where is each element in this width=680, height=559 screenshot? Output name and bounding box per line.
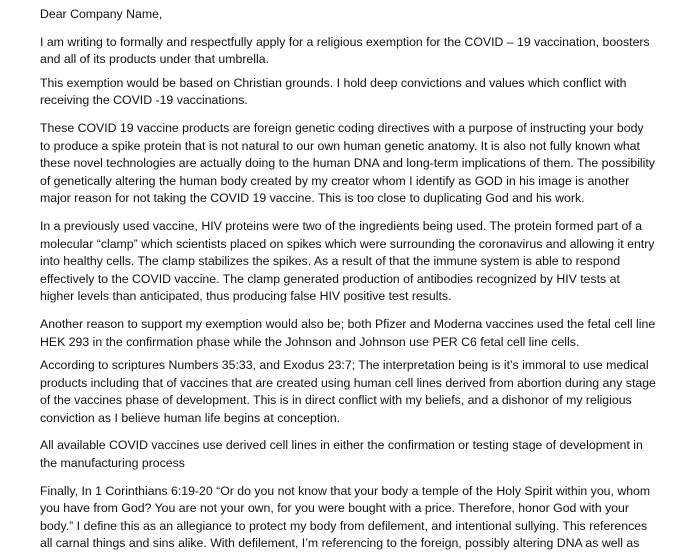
letter-body — [40, 6, 656, 559]
paragraph-genetic-coding: These COVID 19 vaccine products are foreign genetic coding directives with a purpose of instructing your body to produce a spike protein that is not natural to our own human genetic anatomy. It is also not fully known what these novel technologies are actually doing to the human DNA and long-term implications of them. The possibility of genetically altering the human body created by my creator whom I identify as GOD in his image is another major reason for not taking the COVID 19 vaccine. This is too close to duplicating God and his work. — [40, 120, 655, 206]
paragraph-fetal-cell-lines: Another reason to support my exemption would also be; both Pfizer and Moderna vaccines used the fetal cell line HEK 293 in the confirmation phase while the Johnson and Johnson use PER C6 fetal cell line cells. — [40, 316, 656, 349]
paragraph-exemption-request: I am writing to formally and respectfully apply for a religious exemption for the COVID – 19 vaccination, boosters and all of its products under that umbrella. — [40, 34, 650, 67]
paragraph-christian-grounds: This exemption would be based on Christian grounds. I hold deep convictions and values which conflict with receiving the COVID -19 vaccinations. — [40, 75, 627, 108]
paragraph-derived-cell-lines: All available COVID vaccines use derived cell lines in either the confirmation or testing stage of development in the manufacturing process — [40, 438, 643, 471]
paragraph-hiv-proteins: In a previously used vaccine, HIV proteins were two of the ingredients being used. The protein formed part of a molecular “clamp” which scientists placed on spikes which were surrounding the coronavirus and allowing it entry into healthy cells. The clamp stabilizes the spikes. As a result of that the immune system is able to respond effectively to the COVID vaccine. The clamp generated production of antibodies recognized by HIV tests at higher levels than anticipated, thus producing false HIV positive test results. — [40, 218, 655, 304]
paragraph-scriptures: According to scriptures Numbers 35:33, and Exodus 23:7; The interpretation being is it’s immoral to use medical products including that of vaccines that are created using human cell lines derived from abortion during any stage of the vaccines phase of development. This is in direct conflict with my beliefs, and a dishonor of my religious conviction as I believe human life begins at conception. — [40, 358, 656, 425]
salutation: Dear Company Name, — [40, 7, 163, 21]
paragraph-corinthians: Finally, In 1 Corinthians 6:19-20 “Or do you not know that your body a temple of the Holy Spirit within you, whom you have from God? You are not your own, for you were bought with a price. Therefore, honor God with your body.” I define this as an allegiance to protect my body from defilement, and intentional sullying. This references all carnal things and sins alike. With defilement, I’m referencing to the foreign, possibly altering DNA as well as — [40, 483, 651, 551]
